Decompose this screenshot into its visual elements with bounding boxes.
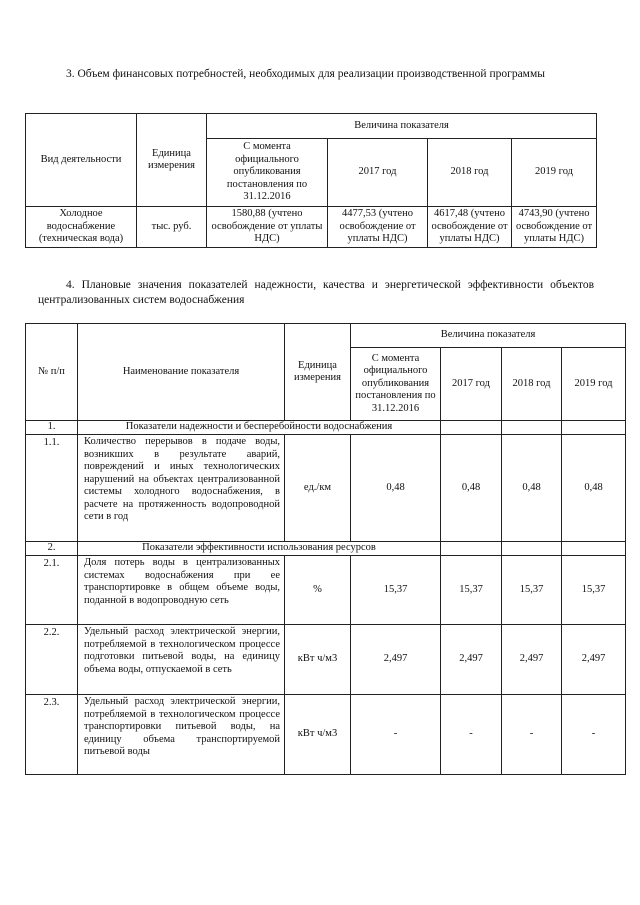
table-row (26, 695, 626, 775)
row-2017: 0,48 (441, 435, 502, 542)
row-2017: 2,497 (441, 625, 502, 695)
section4-heading: 4. Плановые значения показателей надежности, качества и энергетической эффективности объектов централизованных систем водоснабжения (38, 279, 594, 306)
row-2019: 0,48 (562, 435, 626, 542)
row-2018: 2,497 (502, 625, 562, 695)
header-since: С момента официального опубликования постановления по 31.12.2016 (207, 139, 328, 207)
row-since: - (351, 695, 441, 775)
indicators-table (25, 323, 626, 775)
table-row (26, 625, 626, 695)
row-num: 2.1. (26, 556, 78, 625)
row-name: Удельный расход электрической энергии, потребляемой в технологическом процессе подготовки питьевой воды, на единицу объема воды, отпускаемой в сеть (78, 625, 285, 695)
cell-activity: Холодное водоснабжение (техническая вода) (26, 207, 137, 248)
row-unit: кВт ч/м3 (285, 695, 351, 775)
cell-2019: 4743,90 (учтено освобождение от уплаты НДС) (512, 207, 597, 248)
row-num: 1.1. (26, 435, 78, 542)
row-2018: 0,48 (502, 435, 562, 542)
header-value-group: Величина показателя (351, 324, 626, 348)
row-num: 2.2. (26, 625, 78, 695)
row-2018: 15,37 (502, 556, 562, 625)
financial-needs-table (25, 113, 597, 248)
group-num: 1. (26, 421, 78, 435)
header-unit: Единица измерения (137, 114, 207, 207)
row-name: Удельный расход электрической энергии, потребляемой в технологическом процессе транспортировки питьевой воды, на единицу объема транспортируемой питьевой воды (78, 695, 285, 775)
row-2019: 15,37 (562, 556, 626, 625)
row-unit: кВт ч/м3 (285, 625, 351, 695)
row-since: 2,497 (351, 625, 441, 695)
group-num: 2. (26, 542, 78, 556)
row-name: Количество перерывов в подаче воды, возникших в результате аварий, повреждений и иных технологических нарушений на объектах централизованной системы холодного водоснабжения, в расчете на протяженность водопроводной сети в год (78, 435, 285, 542)
table-row (26, 556, 626, 625)
group-title: Показатели эффективности использования ресурсов (78, 542, 441, 556)
row-unit: ед./км (285, 435, 351, 542)
header-2018: 2018 год (428, 139, 512, 207)
row-since: 15,37 (351, 556, 441, 625)
row-2019: 2,497 (562, 625, 626, 695)
row-2017: - (441, 695, 502, 775)
row-2018: - (502, 695, 562, 775)
header-2018: 2018 год (502, 348, 562, 421)
header-2017: 2017 год (441, 348, 502, 421)
header-num: № п/п (26, 324, 78, 421)
row-2019: - (562, 695, 626, 775)
cell-unit: тыс. руб. (137, 207, 207, 248)
header-2017: 2017 год (328, 139, 428, 207)
header-activity: Вид деятельности (26, 114, 137, 207)
row-since: 0,48 (351, 435, 441, 542)
group-row (26, 542, 626, 556)
table-row (26, 207, 597, 248)
group-row (26, 421, 626, 435)
row-unit: % (285, 556, 351, 625)
row-num: 2.3. (26, 695, 78, 775)
header-value-group: Величина показателя (207, 114, 597, 139)
header-since: С момента официального опубликования постановления по 31.12.2016 (351, 348, 441, 421)
header-unit: Единица измерения (285, 324, 351, 421)
row-2017: 15,37 (441, 556, 502, 625)
cell-since: 1580,88 (учтено освобождение от уплаты НДС) (207, 207, 328, 248)
cell-2017: 4477,53 (учтено освобождение от уплаты НДС) (328, 207, 428, 248)
header-name: Наименование показателя (78, 324, 285, 421)
cell-2018: 4617,48 (учтено освобождение от уплаты НДС) (428, 207, 512, 248)
header-2019: 2019 год (562, 348, 626, 421)
group-title: Показатели надежности и бесперебойности водоснабжения (78, 421, 441, 435)
table-row (26, 435, 626, 542)
section3-heading: 3. Объем финансовых потребностей, необходимых для реализации производственной программы (66, 68, 545, 80)
header-2019: 2019 год (512, 139, 597, 207)
row-name: Доля потерь воды в централизованных системах водоснабжения при ее транспортировке в общем объеме воды, поданной в водопроводную сеть (78, 556, 285, 625)
